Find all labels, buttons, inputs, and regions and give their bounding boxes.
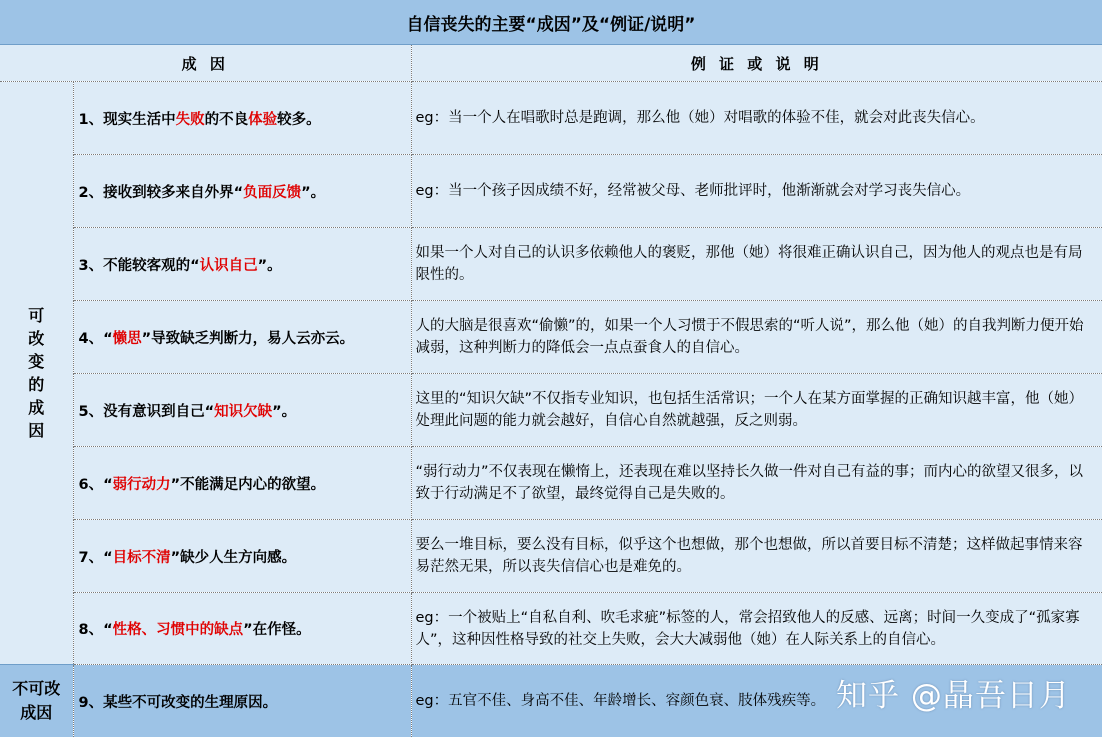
- cause-cell-7: [73, 520, 411, 593]
- header-cause: 成 因: [0, 45, 411, 82]
- cause-cell-4: [73, 301, 411, 374]
- cause-keyword: 体验: [248, 111, 278, 128]
- table-row: [0, 301, 1102, 374]
- cause-cell-2: [73, 155, 411, 228]
- watermark: 知乎 @晶吾日月: [836, 678, 1071, 714]
- example-cell-7: 要么一堆目标，要么没有目标，似乎这个也想做，那个也想做，所以首要目标不清楚；这样做起事情来容易茫然无果，所以丧失信信心也是难免的。: [411, 520, 1102, 593]
- cause-text: 3、不能较客观的“: [78, 257, 200, 274]
- header-example: 例 证 或 说 明: [411, 45, 1102, 82]
- table-row: [0, 374, 1102, 447]
- cause-cell-8: [73, 593, 411, 665]
- cause-cell-5: [73, 374, 411, 447]
- example-cell-1: eg：当一个人在唱歌时总是跑调，那么他（她）对唱歌的体验不佳，就会对此丧失信心。: [411, 82, 1102, 155]
- cause-text: ”。: [272, 403, 297, 420]
- cause-text: 6、“: [78, 476, 113, 493]
- cause-keyword: 失败: [175, 111, 205, 128]
- table-row: [0, 155, 1102, 228]
- table-row: [0, 520, 1102, 593]
- cause-text: 4、“: [78, 330, 113, 347]
- cause-keyword: 知识欠缺: [214, 403, 273, 420]
- table-row: [0, 593, 1102, 665]
- table-row: [0, 447, 1102, 520]
- cause-keyword: 弱行动力: [112, 476, 171, 493]
- example-cell-3: 如果一个人对自己的认识多依赖他人的褒贬，那他（她）将很难正确认识自己，因为他人的观点也是有局限性的。: [411, 228, 1102, 301]
- group-changeable-label: 可改变的成因: [28, 306, 45, 440]
- group-unchangeable-line2: 成因: [20, 703, 53, 722]
- cause-text: 7、“: [78, 549, 113, 566]
- cause-keyword: 认识自己: [199, 257, 258, 274]
- cause-cell-1: [73, 82, 411, 155]
- group-unchangeable-line1: 不可改: [12, 679, 61, 698]
- cause-text: ”缺少人生方向感。: [170, 549, 297, 566]
- cause-text: ”导致缺乏判断力，易人云亦云。: [141, 330, 355, 347]
- table-row: [0, 228, 1102, 301]
- cause-text: ”在作怪。: [243, 622, 311, 638]
- example-cell-2: eg：当一个孩子因成绩不好，经常被父母、老师批评时，他渐渐就会对学习丧失信心。: [411, 155, 1102, 228]
- cause-text: 5、没有意识到自己“: [78, 403, 215, 420]
- cause-cell-6: [73, 447, 411, 520]
- cause-text: 较多。: [277, 111, 321, 128]
- group-changeable: [0, 82, 73, 665]
- example-cell-8: eg：一个被贴上“自私自利、吹毛求疵”标签的人，常会招致他人的反感、远离；时间一久变成了“孤家寡人”，这种因性格导致的社交上失败，会大大减弱他（她）在人际关系上的自信心。: [411, 593, 1102, 665]
- cause-keyword: 性格、习惯中的缺点: [112, 622, 244, 638]
- cause-text: ”不能满足内心的欲望。: [170, 476, 326, 493]
- table-row: [0, 82, 1102, 155]
- example-cell-6: “弱行动力”不仅表现在懒惰上，还表现在难以坚持长久做一件对自己有益的事；而内心的欲望又很多，以致于行动满足不了欲望，最终觉得自己是失败的。: [411, 447, 1102, 520]
- cause-keyword: 目标不清: [112, 549, 171, 566]
- cause-text: 1、现实生活中: [78, 111, 176, 128]
- cause-cell-9: 9、某些不可改变的生理原因。: [73, 665, 411, 738]
- table-title: 自信丧失的主要“成因”及“例证/说明”: [0, 0, 1102, 45]
- group-unchangeable: [0, 665, 73, 738]
- example-cell-9: eg：五官不佳、身高不佳、年龄增长、容颜色衰、肢体残疾等。: [411, 665, 1102, 738]
- example-cell-5: 这里的“知识欠缺”不仅指专业知识，也包括生活常识；一个人在某方面掌握的正确知识越丰富，他（她）处理此问题的能力就会越好，自信心自然就越强，反之则弱。: [411, 374, 1102, 447]
- cause-text: ”。: [301, 184, 326, 201]
- cause-text: ”。: [257, 257, 282, 274]
- cause-text: 2、接收到较多来自外界“: [78, 184, 244, 201]
- cause-keyword: 懒思: [112, 330, 142, 347]
- example-cell-4: 人的大脑是很喜欢“偷懒”的，如果一个人习惯于不假思索的“听人说”，那么他（她）的自我判断力便开始减弱，这种判断力的降低会一点点蚕食人的自信心。: [411, 301, 1102, 374]
- cause-text: 的不良: [204, 111, 249, 128]
- cause-text: 8、“: [78, 622, 113, 638]
- cause-cell-3: [73, 228, 411, 301]
- cause-keyword: 负面反馈: [243, 184, 302, 201]
